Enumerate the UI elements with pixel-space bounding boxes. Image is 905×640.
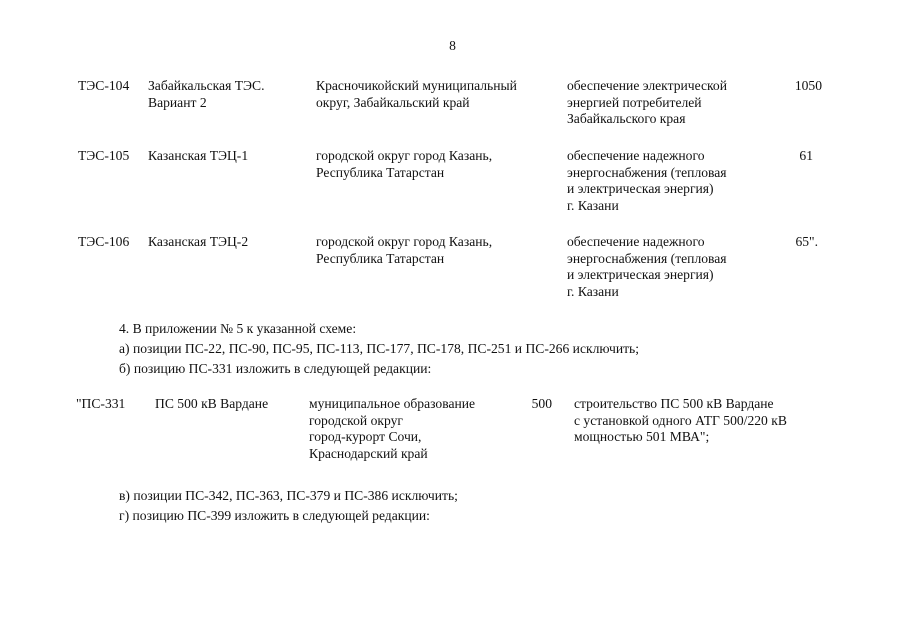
row-place: Красночикойский муниципальный округ, Забайкальский край: [316, 78, 517, 110]
row-code: ТЭС-104: [78, 78, 130, 93]
row-name: ПС 500 кВ Вардане: [155, 396, 269, 411]
paragraph: а) позиции ПС-22, ПС-90, ПС-95, ПС-113, ПС-177, ПС-178, ПС-251 и ПС-266 исключить;: [119, 341, 640, 356]
row-code: ТЭС-106: [78, 234, 130, 249]
row-power: 65".: [795, 234, 818, 249]
row-name: Казанская ТЭЦ-1: [148, 148, 249, 163]
row-power: 1050: [794, 78, 822, 93]
paragraph: б) позицию ПС-331 изложить в следующей редакции:: [119, 361, 432, 376]
row-name: Казанская ТЭЦ-2: [148, 234, 249, 249]
row-code: ТЭС-105: [78, 148, 130, 163]
row-voltage: 500: [531, 396, 552, 411]
row-purpose: обеспечение электрической энергией потребителей Забайкальского края: [567, 78, 727, 126]
row-place: городской округ город Казань, Республика Татарстан: [316, 234, 493, 266]
row-power: 61: [799, 148, 813, 163]
row-place: муниципальное образование городской округ город-курорт Сочи, Краснодарский край: [309, 396, 476, 461]
row-purpose: обеспечение надежного энергоснабжения (тепловая и электрическая энергия) г. Казани: [567, 148, 727, 213]
row-description: строительство ПС 500 кВ Вардане с установкой одного АТГ 500/220 кВ мощностью 501 МВА";: [574, 396, 787, 444]
row-code: "ПС-331: [76, 396, 126, 411]
row-purpose: обеспечение надежного энергоснабжения (тепловая и электрическая энергия) г. Казани: [567, 234, 727, 299]
page-number: 8: [449, 38, 456, 53]
paragraph: г) позицию ПС-399 изложить в следующей редакции:: [119, 508, 430, 523]
paragraph: в) позиции ПС-342, ПС-363, ПС-379 и ПС-386 исключить;: [119, 488, 458, 503]
row-name: Забайкальская ТЭС. Вариант 2: [148, 78, 265, 110]
row-place: городской округ город Казань, Республика Татарстан: [316, 148, 493, 180]
paragraph: 4. В приложении № 5 к указанной схеме:: [119, 321, 357, 336]
